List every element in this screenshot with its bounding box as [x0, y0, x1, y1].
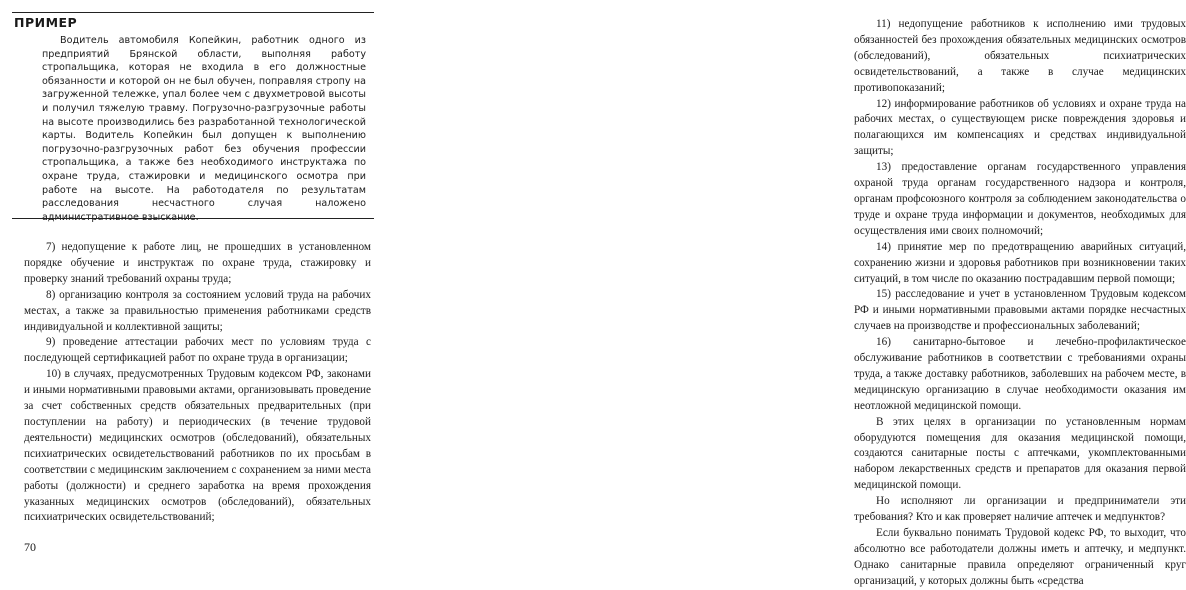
paragraph: 9) проведение аттестации рабочих мест по условиям труда с последующей сертификацией работ по охране труда в организации;	[24, 336, 371, 365]
paragraph: 13) предоставление органам государственного управления охраной труда органам государственного надзора и контроля, органам профсоюзного контроля за соблюдением законодательства о труде и охране труда информации и документов, необходимых для осуществления ими своих полномочий;	[854, 161, 1186, 237]
example-text: Водитель автомобиля Копейкин, работник одного из предприятий Брянской области, выполняя работу стропальщика, которая не входила в его должностные обязанности и которой он не был обучен, поправляя стропу на загруженной тележке, упал более чем с двухметровой высоты и получил тяжелую травму. Погрузочно-разгрузочные работы на высоте производились без разработанной технологической карты. Водитель Копейкин был допущен к выполнению погрузочно-разгрузочных работ без обучения профессии стропальщика, а также без необходимого инструктажа по охране труда, стажировки и медицинского осмотра при работе на высоте. На работодателя по результатам расследования несчастного случая наложено административное взыскание.	[42, 35, 366, 223]
paragraph: Если буквально понимать Трудовой кодекс РФ, то выходит, что абсолютно все работодатели должны иметь и аптечку, и медпункт. Однако санитарные правила определяют ограниченный круг организаций, у которых должны быть «средства	[854, 527, 1186, 587]
paragraph: В этих целях в организации по установленным нормам оборудуются помещения для оказания медицинской помощи, создаются санитарные посты с аптечками, укомплектованными набором лекарственных средств и препаратов для оказания первой медицинской помощи.	[854, 415, 1186, 492]
page-number: 70	[24, 540, 36, 554]
example-bottom-rule	[12, 218, 374, 219]
paragraph: 10) в случаях, предусмотренных Трудовым кодексом РФ, законами и иными нормативными правовыми актами, организовывать проведение за счет собственных средств обязательных предварительных (при поступлении на работу) и периодических (в течение трудовой деятельности) медицинских осмотров (обследований), обязательных психиатрических освидетельствований работников по их просьбам в соответствии с медицинским заключением с сохранением за ними места работы (должности) и среднего заработка на время прохождения указанных медицинских осмотров (обследований), обязательных психиатрических освидетельствований;	[24, 368, 371, 524]
example-box	[12, 12, 374, 224]
example-heading: ПРИМЕР	[14, 15, 78, 30]
paragraph: 15) расследование и учет в установленном Трудовым кодексом РФ и иными нормативными правовыми актами порядке несчастных случаев на производстве и профессиональных заболеваний;	[854, 288, 1186, 333]
left-body-text	[24, 240, 371, 526]
paragraph: 16) санитарно-бытовое и лечебно-профилактическое обслуживание работников в соответствии с требованиями охраны труда, а также доставку работников, заболевших на рабочем месте, в медицинскую организацию в случае необходимости оказания им неотложной медицинской помощи.	[854, 336, 1186, 412]
left-page	[0, 0, 400, 573]
right-body-text	[854, 17, 1186, 590]
paragraph: 8) организацию контроля за состоянием условий труда на рабочих местах, а также за правильностью применения работниками средств индивидуальной и коллективной защиты;	[24, 288, 371, 333]
paragraph: 14) принятие мер по предотвращению аварийных ситуаций, сохранению жизни и здоровья работников при возникновении таких ситуаций, в том числе по оказанию пострадавшим первой помощи;	[854, 240, 1186, 285]
paragraph: 7) недопущение к работе лиц, не прошедших в установленном порядке обучение и инструктаж по охране труда, стажировку и проверку знаний требований охраны труда;	[24, 241, 371, 285]
right-page	[400, 0, 1186, 587]
paragraph: 12) информирование работников об условиях и охране труда на рабочих местах, о существующем риске повреждения здоровья и полагающихся им компенсациях и средствах индивидуальной защиты;	[854, 97, 1186, 158]
paragraph: 11) недопущение работников к исполнению ими трудовых обязанностей без прохождения обязательных медицинских осмотров (обследований), обязательных психиатрических освидетельствований, а также в случае медицинских противопоказаний;	[854, 18, 1186, 94]
paragraph: Но исполняют ли организации и предприниматели эти требования? Кто и как проверяет наличие аптечек и медпунктов?	[854, 495, 1186, 524]
